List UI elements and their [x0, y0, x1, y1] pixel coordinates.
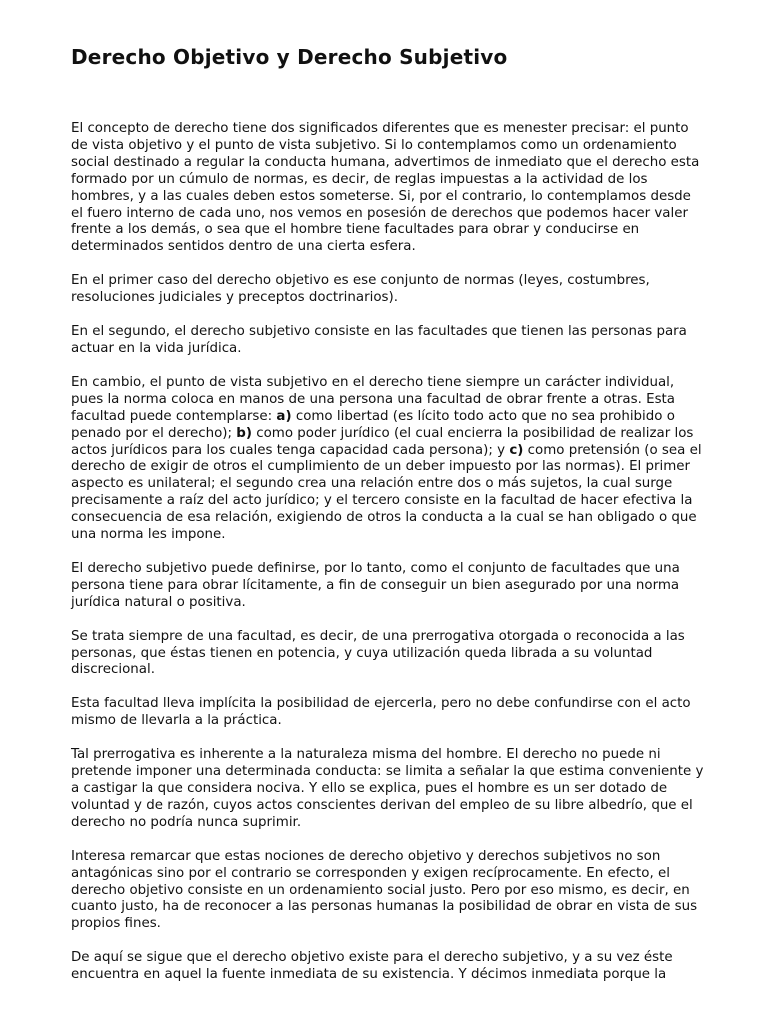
document-title: Derecho Objetivo y Derecho Subjetivo	[71, 45, 508, 69]
bold-list-marker: a)	[276, 408, 292, 424]
paragraph-text: El concepto de derecho tiene dos significados diferentes que es menester precisar: el punto de vista objetivo y el punto de vista subjetivo. Si lo contemplamos como un ordenamiento social destinado a regular la conducta humana, advertimos de inmediato que el derecho esta formado por un cúmulo de normas, es decir, de reglas impuestas a la actividad de los hombres, y a las cuales deben estos someterse. Si, por el contrario, lo contemplamos desde el fuero interno de cada uno, nos vemos en posesión de derechos que podemos hacer valer frente a los demás, o sea que el hombre tiene facultades para obrar y conducirse en determinados sentidos dentro de una cierta esfera.	[71, 121, 700, 255]
paragraph-text: como pretensión (o sea el derecho de exigir de otros el cumplimiento de un deber impuesto por las normas). El primer aspecto es unilateral; el segundo crea una relación entre dos o más sujetos, la cual surge precisamente a raíz del acto jurídico; y el tercero consiste en la facultad de hacer efectiva la consecuencia de esa relación, exigiendo de otros la conducta a la cual se han obligado o que una norma les impone.	[71, 442, 702, 543]
paragraph	[71, 747, 706, 832]
bold-list-marker: c)	[509, 442, 524, 458]
paragraph-text: De aquí se sigue que el derecho objetivo existe para el derecho subjetivo, y a su vez éste encuentra en aquel la fuente inmediata de su existencia. Y décimos inmediata porque la	[71, 950, 673, 983]
paragraph	[71, 324, 706, 358]
paragraph	[71, 375, 706, 544]
paragraph-text: Interesa remarcar que estas nociones de derecho objetivo y derechos subjetivos no son antagónicas sino por el contrario se corresponden y exigen recíprocamente. En efecto, el derecho objetivo consiste en un ordenamiento social justo. Pero por eso mismo, es decir, en cuanto justo, ha de reconocer a las personas humanas la posibilidad de obrar en vista de sus propios fines.	[71, 848, 698, 932]
paragraph	[71, 273, 706, 307]
paragraph	[71, 696, 706, 730]
paragraph-text: Esta facultad lleva implícita la posibilidad de ejercerla, pero no debe confundirse con el acto mismo de llevarla a la práctica.	[71, 696, 691, 729]
bold-list-marker: b)	[236, 425, 252, 441]
paragraph	[71, 950, 706, 984]
paragraph-text: En el primer caso del derecho objetivo es ese conjunto de normas (leyes, costumbres, resoluciones judiciales y preceptos doctrinarios).	[71, 273, 650, 306]
paragraph-text: como libertad (es lícito todo acto que no sea prohibido o penado por el derecho);	[71, 408, 675, 441]
paragraph-text: En cambio, el punto de vista subjetivo en el derecho tiene siempre un carácter individual, pues la norma coloca en manos de una persona una facultad de obrar frente a otras. Esta facultad puede contemplarse:	[71, 374, 676, 424]
paragraph-text: como poder jurídico (el cual encierra la posibilidad de realizar los actos jurídicos para los cuales tenga capacidad cada persona); y	[71, 425, 694, 458]
paragraph	[71, 629, 706, 680]
paragraph-text: En el segundo, el derecho subjetivo consiste en las facultades que tienen las personas para actuar en la vida jurídica.	[71, 324, 687, 356]
paragraph	[71, 561, 706, 612]
paragraph-text: Tal prerrogativa es inherente a la naturaleza misma del hombre. El derecho no puede ni pretende imponer una determinada conducta: se limita a señalar la que estima conveniente y a castigar la que considera nociva. Y ello se explica, pues el hombre es un ser dotado de voluntad y de razón, cuyos actos conscientes derivan del empleo de su libre albedrío, que el derecho no podría nunca suprimir.	[71, 747, 704, 830]
paragraph	[71, 121, 706, 256]
document-body	[71, 121, 706, 984]
paragraph-text: Se trata siempre de una facultad, es decir, de una prerrogativa otorgada o reconocida a las personas, que éstas tienen en potencia, y cuya utilización queda librada a su voluntad discrecional.	[71, 628, 685, 678]
paragraph	[71, 849, 706, 934]
paragraph-text: El derecho subjetivo puede definirse, por lo tanto, como el conjunto de facultades que una persona tiene para obrar lícitamente, a fin de conseguir un bien asegurado por una norma jurídica natural o positiva.	[71, 560, 680, 610]
